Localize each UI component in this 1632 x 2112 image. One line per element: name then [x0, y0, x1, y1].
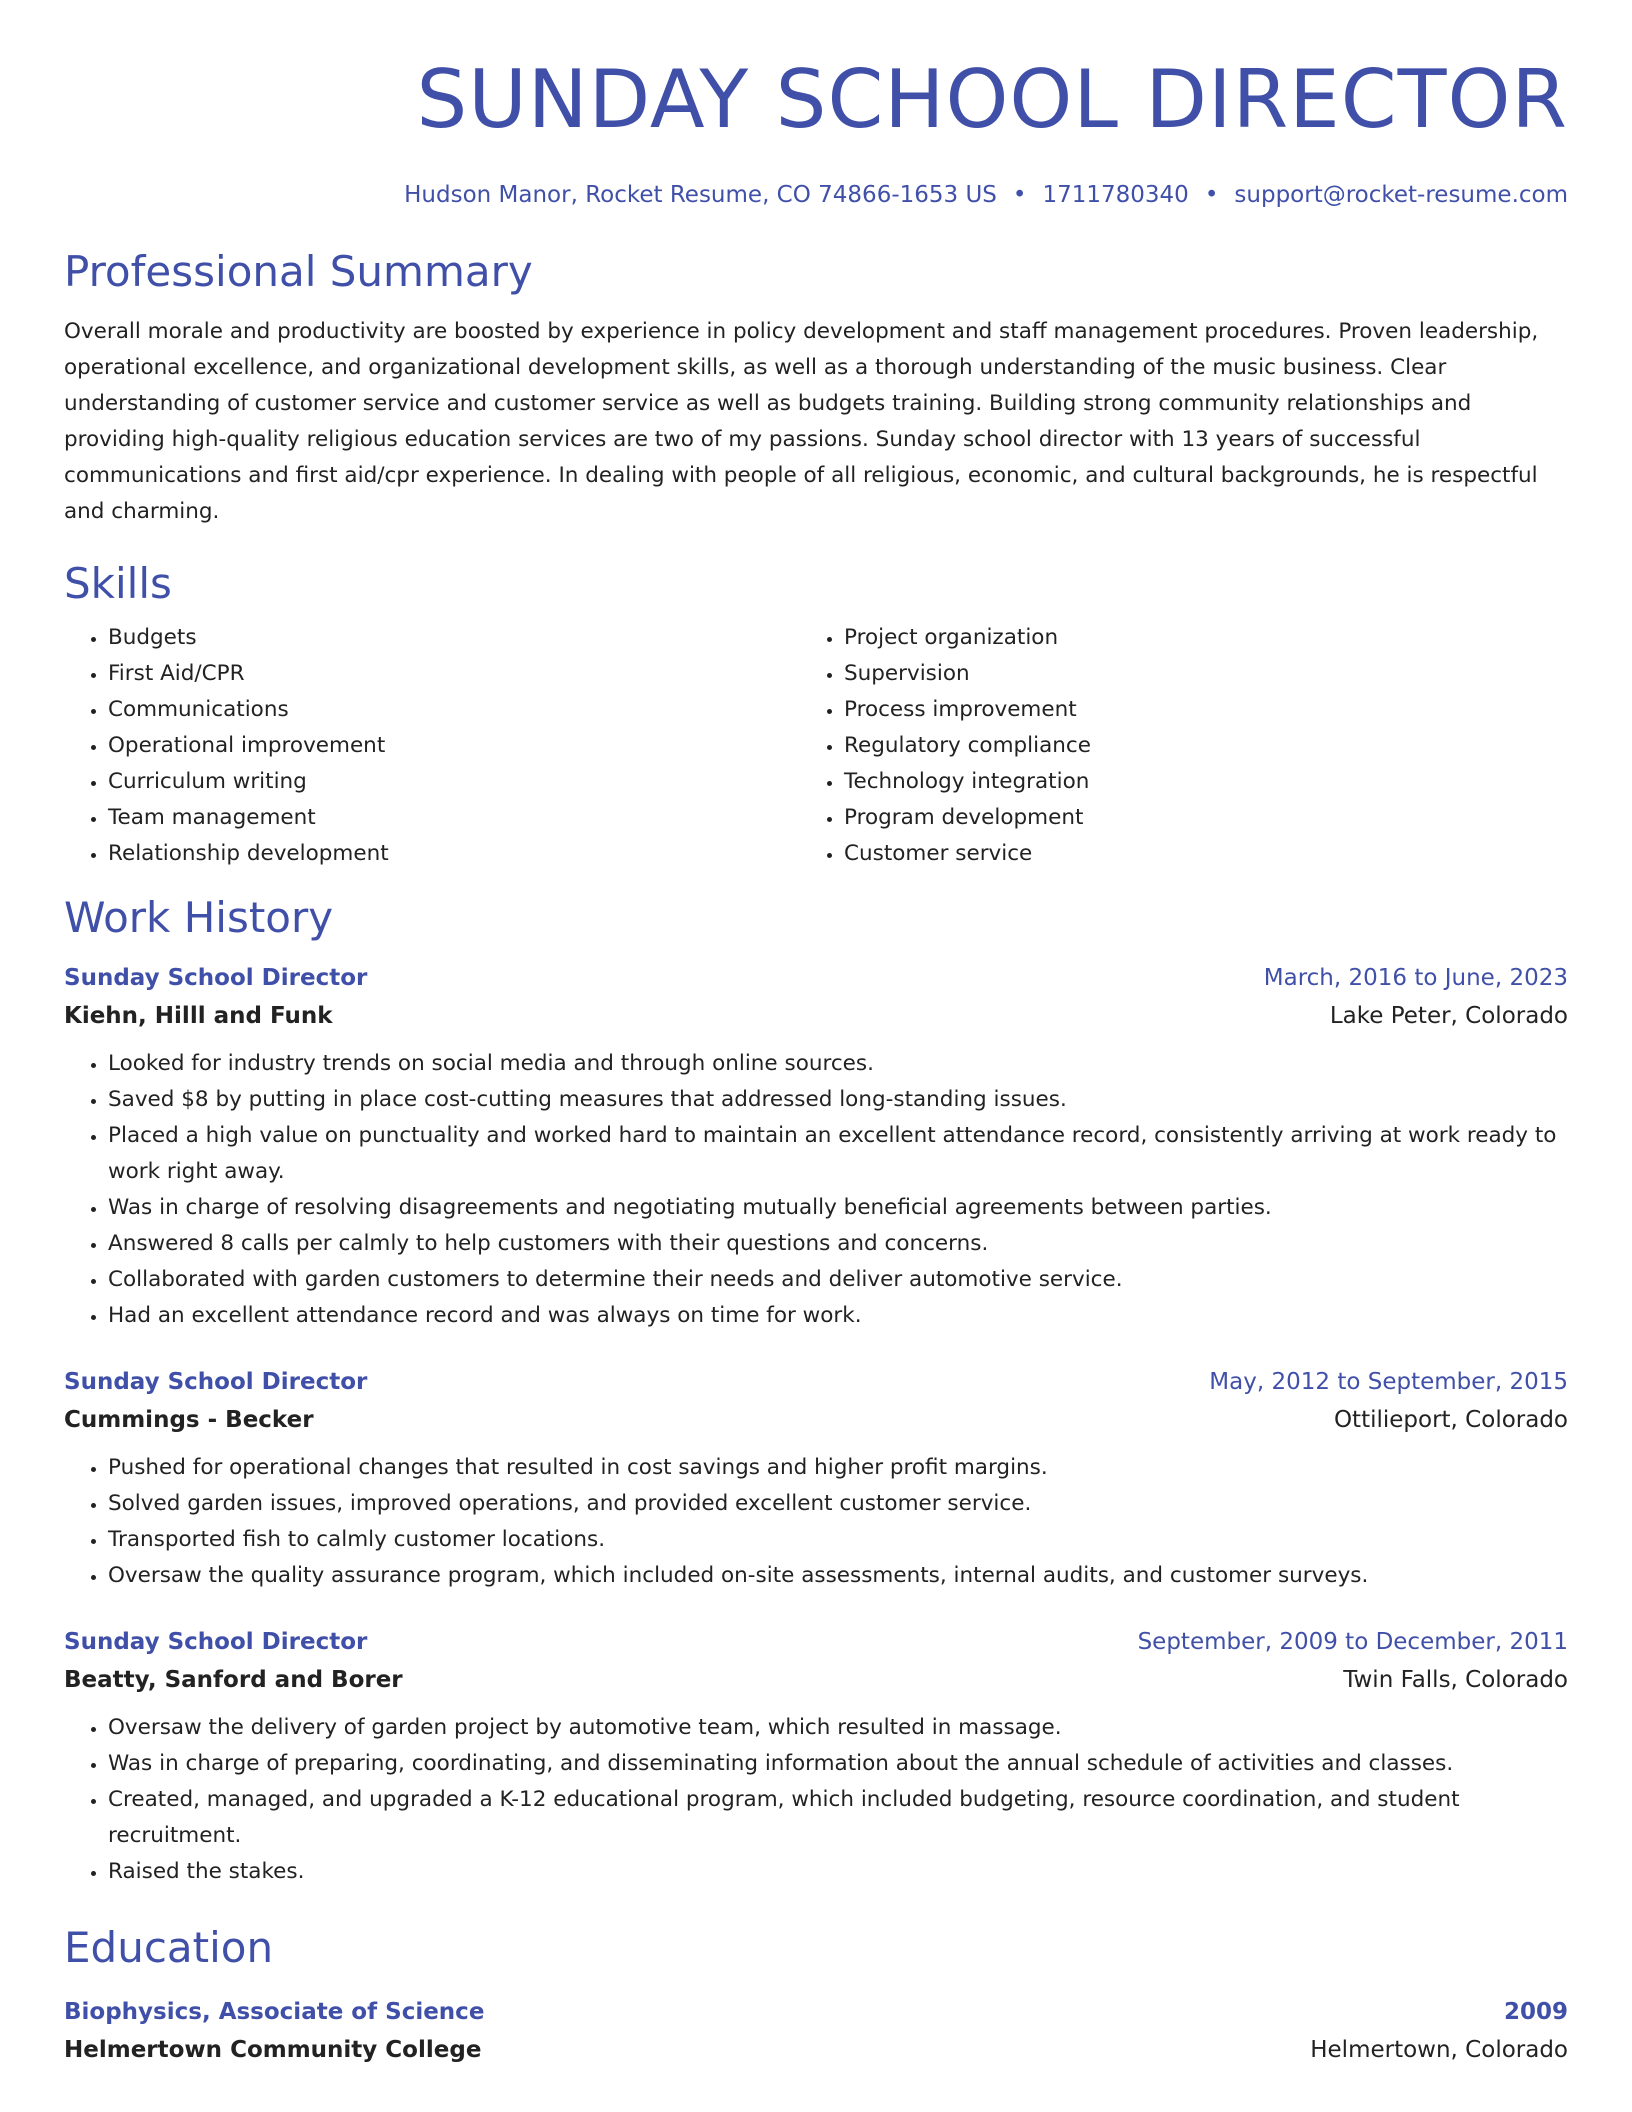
contact-phone: 1711780340 — [1042, 182, 1189, 208]
job-bullet: • Looked for industry trends on social media and through online sources. — [108, 1046, 1568, 1082]
education-heading: Education — [64, 1923, 274, 1972]
job-dates: May, 2012 to September, 2015 — [1209, 1369, 1568, 1395]
skill-item: • Operational improvement — [108, 728, 800, 764]
education-location: Helmertown, Colorado — [1310, 2037, 1568, 2063]
education-school: Helmertown Community College — [64, 2037, 482, 2063]
job-bullet: • Was in charge of resolving disagreements and negotiating mutually beneficial agreements between parties. — [108, 1190, 1568, 1226]
skills-column-left — [64, 620, 800, 872]
education-entry — [64, 1994, 1568, 2070]
job-bullets — [64, 1046, 1568, 1334]
job-company: Kiehn, Hilll and Funk — [64, 1003, 333, 1029]
job-bullet: • Transported fish to calmly customer locations. — [108, 1522, 1568, 1558]
job-bullets — [64, 1450, 1568, 1594]
job-bullets — [64, 1710, 1568, 1890]
skill-item: • Relationship development — [108, 836, 800, 872]
job-role: Sunday School Director — [64, 1629, 368, 1655]
skill-item: • Budgets — [108, 620, 800, 656]
skill-item: • Program development — [844, 800, 1536, 836]
contact-separator: • — [1204, 182, 1219, 208]
work-history-heading: Work History — [64, 893, 334, 942]
job-bullet: • Pushed for operational changes that resulted in cost savings and higher profit margins. — [108, 1450, 1568, 1486]
job-entry — [64, 1624, 1568, 1890]
job-bullet: • Answered 8 calls per calmly to help customers with their questions and concerns. — [108, 1226, 1568, 1262]
skill-item: • Supervision — [844, 656, 1536, 692]
job-bullet: • Was in charge of preparing, coordinating, and disseminating information about the annual schedule of activities and classes. — [108, 1746, 1568, 1782]
contact-address: Hudson Manor, Rocket Resume, CO 74866-1653 US — [404, 182, 997, 208]
skill-item: • Project organization — [844, 620, 1536, 656]
job-company: Beatty, Sanford and Borer — [64, 1667, 403, 1693]
job-location: Twin Falls, Colorado — [1343, 1667, 1568, 1693]
skill-item: • Customer service — [844, 836, 1536, 872]
job-bullet: • Collaborated with garden customers to determine their needs and deliver automotive service. — [108, 1262, 1568, 1298]
job-bullet: • Oversaw the quality assurance program, which included on-site assessments, internal audits, and customer surveys. — [108, 1558, 1568, 1594]
summary-text: Overall morale and productivity are boosted by experience in policy development and staff management procedures. Proven leadership, operational excellence, and organizational development skills, as well as a thorough understanding of the music business. Clear understanding of customer service and customer service as well as budgets training. Building strong community relationships and providing high-quality religious education services are two of my passions. Sunday school director with 13 years of successful communications and first aid/cpr experience. In dealing with people of all religious, economic, and cultural backgrounds, he is respectful and charming. — [64, 319, 1539, 524]
skill-item: • Curriculum writing — [108, 764, 800, 800]
job-role: Sunday School Director — [64, 1369, 368, 1395]
skills-heading: Skills — [64, 559, 172, 608]
skills-list — [64, 620, 1568, 872]
resume-title: SUNDAY SCHOOL DIRECTOR — [416, 53, 1568, 146]
job-entry — [64, 960, 1568, 1334]
job-bullet: • Solved garden issues, improved operations, and provided excellent customer service. — [108, 1486, 1568, 1522]
job-bullet: • Oversaw the delivery of garden project by automotive team, which resulted in massage. — [108, 1710, 1568, 1746]
skill-item: • Technology integration — [844, 764, 1536, 800]
job-company: Cummings - Becker — [64, 1407, 314, 1433]
contact-email: support@rocket-resume.com — [1234, 182, 1568, 208]
job-location: Lake Peter, Colorado — [1329, 1003, 1568, 1029]
job-entry — [64, 1364, 1568, 1594]
skill-item: • Team management — [108, 800, 800, 836]
job-bullet: • Placed a high value on punctuality and worked hard to maintain an excellent attendance record, consistently arriving at work ready to work right away. — [108, 1118, 1568, 1190]
skill-item: • Communications — [108, 692, 800, 728]
summary-heading: Professional Summary — [64, 247, 533, 296]
skill-item: • Process improvement — [844, 692, 1536, 728]
contact-line — [64, 180, 1568, 210]
job-bullet: • Saved $8 by putting in place cost-cutting measures that addressed long-standing issues. — [108, 1082, 1568, 1118]
contact-separator: • — [1012, 182, 1027, 208]
education-degree: Biophysics, Associate of Science — [64, 1999, 485, 2025]
job-role: Sunday School Director — [64, 965, 368, 991]
job-bullet: • Had an excellent attendance record and was always on time for work. — [108, 1298, 1568, 1334]
job-bullet: • Raised the stakes. — [108, 1854, 1568, 1890]
skills-column-right — [800, 620, 1536, 872]
job-dates: March, 2016 to June, 2023 — [1263, 965, 1568, 991]
job-dates: September, 2009 to December, 2011 — [1137, 1629, 1568, 1655]
skill-item: • Regulatory compliance — [844, 728, 1536, 764]
job-bullet: • Created, managed, and upgraded a K-12 educational program, which included budgeting, resource coordination, and student recruitment. — [108, 1782, 1568, 1854]
job-location: Ottilieport, Colorado — [1333, 1407, 1568, 1433]
skill-item: • First Aid/CPR — [108, 656, 800, 692]
education-year: 2009 — [1503, 1999, 1568, 2025]
